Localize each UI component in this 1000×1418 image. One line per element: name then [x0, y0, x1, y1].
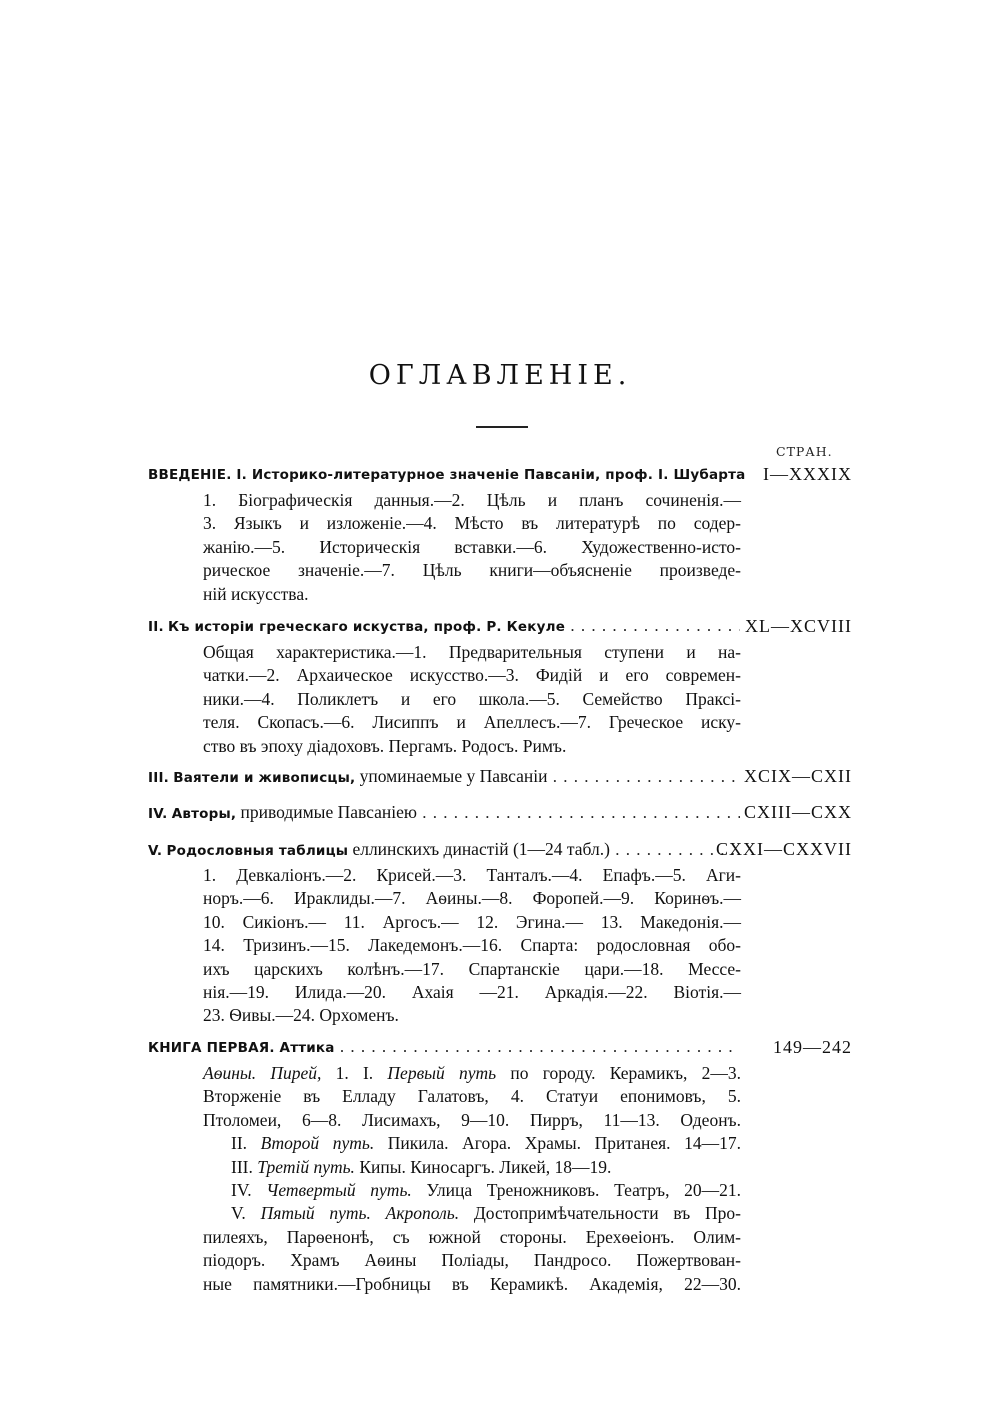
desc-italic: Четвертый путь. — [266, 1180, 412, 1201]
toc-label: Къ исторіи греческаго искуства, проф. Р. Кекуле — [168, 619, 566, 635]
desc-line — [231, 1156, 741, 1179]
desc-line: Вторженіе въ Елладу Галатовъ, 4. Статуи епонимовъ, 5. — [203, 1086, 741, 1107]
toc-description — [203, 641, 741, 758]
toc-entry-5 — [148, 835, 858, 1028]
desc-italic: Пятый путь. Акрополь. — [260, 1203, 460, 1224]
desc-line — [231, 1202, 741, 1225]
toc-pages: XL—XCVIII — [745, 616, 852, 636]
desc-line: чатки.—2. Архаическое искусство.—3. Фидій и его современ- — [203, 665, 741, 686]
toc-number: IV. — [148, 806, 168, 822]
desc-line: ихъ царскихъ колѣнъ.—17. Спартанскіе цари.—18. Мессе- — [203, 958, 741, 979]
toc-pages: I—XXXIX — [763, 464, 852, 484]
desc-italic: Третій путь. — [257, 1156, 355, 1177]
toc-label-rest: упоминаемые у Павсаніи — [359, 766, 548, 786]
toc-label-bold: Родословныя таблицы — [166, 843, 349, 859]
toc-entry-2 — [148, 612, 858, 758]
desc-num: IV. — [231, 1180, 252, 1201]
toc-pages: CXIII—CXX — [744, 802, 852, 822]
toc-entry-4 — [148, 798, 858, 826]
desc-line — [203, 1062, 741, 1085]
title-divider — [476, 426, 528, 428]
toc-number: II. — [148, 619, 164, 635]
desc-line: жанію.—5. Историческія вставки.—6. Художественно-исто- — [203, 536, 741, 557]
desc-text: 1. І. — [321, 1063, 388, 1083]
desc-text: Улица Треножниковъ. Театръ, 20—21. — [411, 1180, 741, 1201]
toc-number: V. — [148, 843, 163, 859]
toc-pages: XCIX—CXII — [744, 766, 852, 786]
desc-line: ники.—4. Поликлетъ и его школа.—5. Семейство Праксі- — [203, 688, 741, 709]
desc-line: 10. Сикіонъ.— 11. Аргосъ.— 12. Эгина.— 13. Македонія.— — [203, 911, 741, 932]
desc-line: 3. Языкъ и изложеніе.—4. Мѣсто въ литературѣ по содер- — [203, 513, 741, 534]
desc-italic: Первый путь — [387, 1063, 497, 1083]
desc-text: по городу. Керамикъ, 2—3. — [496, 1063, 741, 1083]
toc-label: ВВЕДЕНІЕ. І. Историко-литературное значеніе Павсаніи, проф. І. Шубарта — [148, 467, 746, 483]
toc-entry-intro — [148, 460, 858, 606]
desc-text: Кипы. Киносаргъ. Ликей, 18—19. — [354, 1156, 612, 1177]
desc-line: піодоръ. Храмъ Аѳины Поліады, Пандросо. Пожертвован- — [203, 1250, 741, 1271]
toc-label-bold: Авторы, — [171, 806, 237, 822]
desc-num: V. — [231, 1203, 246, 1224]
desc-line: пилеяхъ, Парѳенонѣ, съ южной стороны. Ерехѳеіонъ. Олим- — [203, 1226, 741, 1247]
desc-num: II. — [231, 1133, 248, 1154]
page-column-header: СТРАН. — [776, 444, 833, 459]
desc-line — [231, 1132, 741, 1155]
toc-label: КНИГА ПЕРВАЯ. Аттика — [148, 1040, 335, 1056]
toc-description — [203, 864, 741, 1028]
toc-number: III. — [148, 770, 169, 786]
desc-line: рическое значеніе.—7. Цѣль книги—объясненіе произведе- — [203, 560, 741, 581]
desc-line: 1. Біографическія данныя.—2. Цѣль и планъ сочиненія.— — [203, 490, 741, 510]
desc-line: ные памятники.—Гробницы въ Керамикѣ. Академія, 22—30. — [203, 1273, 741, 1294]
desc-line: ство въ эпоху діадоховъ. Пергамъ. Родосъ. Римъ. — [203, 735, 567, 756]
desc-line: 1. Девкаліонъ.—2. Крисей.—3. Танталъ.—4. Епафъ.—5. Аги- — [203, 865, 741, 885]
desc-text: Пикила. Агора. Храмы. Пританея. 14—17. — [374, 1133, 741, 1154]
toc-pages: 149—242 — [773, 1037, 852, 1057]
desc-line: Птоломеи, 6—8. Лисимахъ, 9—10. Пирръ, 11—13. Одеонъ. — [203, 1109, 741, 1130]
toc-label-bold: Ваятели и живописцы, — [173, 770, 356, 786]
desc-line: норъ.—6. Ираклиды.—7. Аѳины.—8. Форопей.—9. Коринѳъ.— — [203, 888, 741, 909]
toc-description — [203, 1062, 741, 1296]
toc-entry-book1 — [148, 1033, 858, 1296]
toc-label-rest: приводимые Павсаніею — [240, 802, 417, 822]
desc-line: ній искусства. — [203, 583, 309, 604]
page-title: ОГЛАВЛЕНІЕ. — [368, 360, 632, 391]
desc-italic: Аѳины. Пирей, — [203, 1063, 322, 1083]
desc-line: 14. Тризинъ.—15. Лакедемонъ.—16. Спарта: родословная обо- — [203, 935, 741, 956]
desc-line: Общая характеристика.—1. Предварительныя ступени и на- — [203, 642, 741, 662]
desc-line — [231, 1179, 741, 1202]
toc-pages: CXXI—CXXVII — [716, 839, 852, 859]
desc-line: теля. Скопасъ.—6. Лисиппъ и Апеллесъ.—7. Греческое иску- — [203, 712, 741, 733]
desc-line: нія.—19. Илида.—20. Ахаія —21. Аркадія.—22. Віотія.— — [203, 982, 741, 1003]
desc-line: 23. Ѳивы.—24. Орхоменъ. — [203, 1005, 399, 1026]
toc-entry-3 — [148, 762, 858, 790]
toc-label-rest: еллинскихъ династій (1—24 табл.) — [352, 839, 610, 859]
toc-description — [203, 489, 741, 606]
desc-text: Достопримѣчательности въ Про- — [459, 1203, 741, 1224]
desc-italic: Второй путь. — [260, 1133, 375, 1154]
desc-num: III. — [231, 1156, 253, 1177]
